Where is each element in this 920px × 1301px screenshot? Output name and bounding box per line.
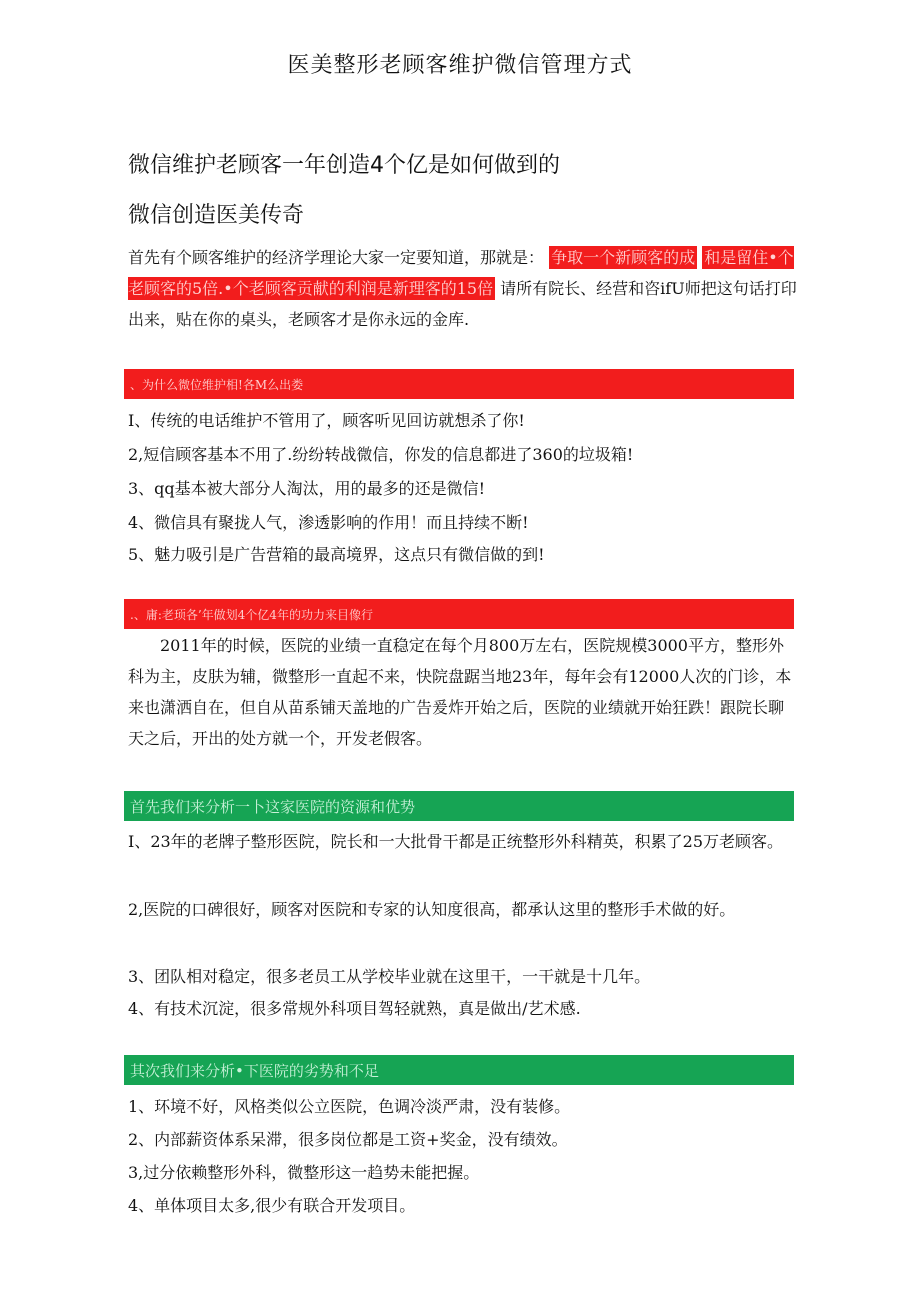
list-item: 3,过分依赖整形外科，微整形这一趋势未能把握。	[128, 1163, 480, 1182]
list-item: 2、内部薪资体系呆滞，很多岗位都是工资+奖金，没有绩效。	[128, 1130, 568, 1149]
list-item: 4、单体项目太多,很少有联合开发项目。	[128, 1196, 416, 1215]
list-item: 2,短信顾客基本不用了.纷纷转战微信，你发的信息都进了360的垃圾箱!	[128, 445, 634, 464]
intro-highlight-b: 和是留住•个老顾客的5倍.•个老顾客贡献的利润是新理客的15倍	[128, 248, 794, 298]
list-item: 2,医院的口碑很好，顾客对医院和专家的认知度很高，都承认这里的整形手术做的好。	[128, 900, 736, 919]
intro-paragraph	[128, 242, 800, 335]
main-heading: 微信维护老顾客一年创造4个亿是如何做到的	[128, 153, 560, 178]
list-item: I、传统的电话维护不管用了，顾客听见回访就想杀了你!	[128, 411, 525, 430]
list-item: I、23年的老牌子整形医院，院长和一大批骨干都是正统整形外科精英，积累了25万老顾客。	[128, 832, 784, 851]
section-header-weaknesses: 其次我们来分析•下医院的劣势和不足	[124, 1055, 794, 1085]
list-item: 3、qq基本被大部分人淘汰，用的最多的还是微信!	[128, 479, 486, 498]
list-item: 5、魅力吸引是广告营箱的最高境界，这点只有微信做的到!	[128, 545, 545, 564]
section-header-why-wechat: 、为什么微位维护相!各M么出娄	[124, 369, 794, 399]
list-item: 4、有技术沉淀，很多常规外科项目驾轻就熟，真是做出/艺术感.	[128, 999, 581, 1018]
section-header-case: .、庸:老顼各’年做划4个亿4年的功力来目像行	[124, 599, 794, 629]
list-item: 3、团队相对稳定，很多老员工从学校毕业就在这里干，一干就是十几年。	[128, 967, 651, 986]
intro-text-before: 首先有个顾客维护的经济学理论大家一定要知道，那就是：	[128, 248, 545, 267]
list-item: 1、环境不好，风格类似公立医院，色调冷淡严肃，没有装修。	[128, 1097, 571, 1116]
list-item: 4、微信具有聚拢人气，渗透影响的作用！而且持续不断!	[128, 513, 529, 532]
case-paragraph: 2011年的时候，医院的业绩一直稳定在每个月800万左右，医院规模3000平方，整形外科为主，皮肤为辅，微整形一直起不来，快院盘踞当地23年，每年会有12000人次的门诊，本来也潇洒自在，但自从苗系铺天盖地的广告爰炸开始之后，医院的业绩就开始狂跌！跟院长聊天之后，开出的处方就一个，开发老假客。	[128, 636, 792, 748]
intro-text-after: 请所有院长、经营和咨ifU师把这句话打印出来，贴在你的桌头，老顾客才是你永远的金库.	[128, 279, 797, 329]
document-title: 医美整形老顾客维护微信管理方式	[287, 53, 633, 78]
sub-heading: 微信创造医美传奇	[128, 203, 305, 228]
intro-highlight-a: 争取一个新顾客的成	[551, 248, 696, 267]
section-header-strengths: 首先我们来分析一卜这家医院的资源和优势	[124, 791, 794, 821]
